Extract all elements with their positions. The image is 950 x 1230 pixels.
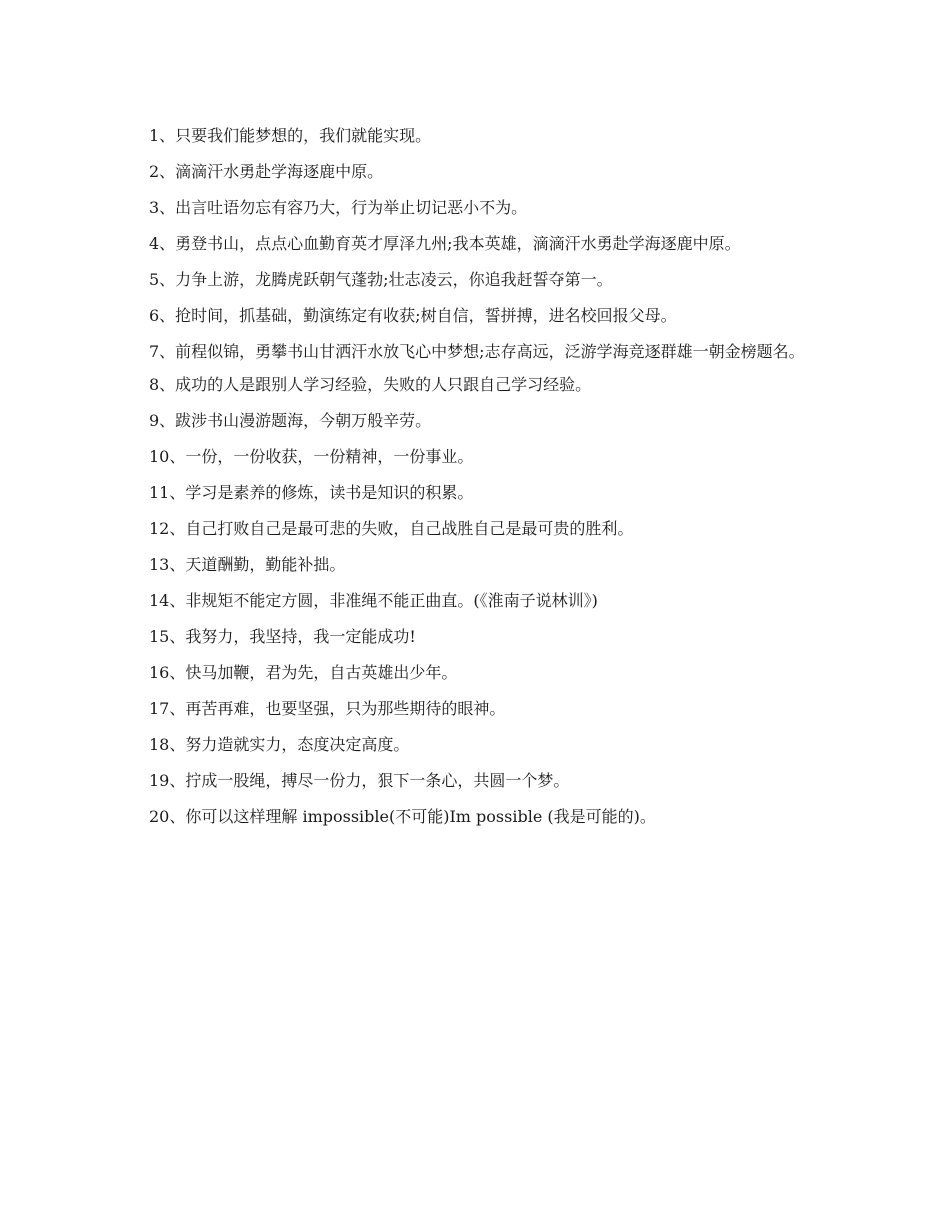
list-item: 1、只要我们能梦想的，我们就能实现。 <box>149 126 432 145</box>
list-item: 3、出言吐语勿忘有容乃大，行为举止切记恶小不为。 <box>149 198 528 217</box>
list-item: 5、力争上游，龙腾虎跃朝气蓬勃;壮志凌云，你追我赶誓夺第一。 <box>149 270 613 289</box>
document-body <box>113 126 837 843</box>
list-item: 18、努力造就实力，态度决定高度。 <box>149 735 410 754</box>
list-item: 14、非规矩不能定方圆，非准绳不能正曲直。(《淮南子说林训》) <box>149 591 598 610</box>
list-item: 9、跋涉书山漫游题海，今朝万般辛劳。 <box>149 411 432 430</box>
list-item: 20、你可以这样理解 impossible(不可能)Im possible (我是可能的)。 <box>149 807 656 826</box>
list-item: 4、勇登书山，点点心血勤育英才厚泽九州;我本英雄，滴滴汗水勇赴学海逐鹿中原。 <box>149 234 741 253</box>
list-item: 7、前程似锦，勇攀书山甘洒汗水放飞心中梦想;志存高远，泛游学海竞逐群雄一朝金榜题名。 <box>149 342 805 361</box>
list-item: 15、我努力，我坚持，我一定能成功! <box>149 627 416 646</box>
list-item: 12、自己打败自己是最可悲的失败，自己战胜自己是最可贵的胜利。 <box>149 519 634 538</box>
list-item: 17、再苦再难，也要坚强，只为那些期待的眼神。 <box>149 699 506 718</box>
list-item: 6、抢时间，抓基础，勤演练定有收获;树自信，誓拼搏，进名校回报父母。 <box>149 306 677 325</box>
list-item: 10、一份，一份收获，一份精神，一份事业。 <box>149 447 474 466</box>
list-item: 11、学习是素养的修炼，读书是知识的积累。 <box>149 483 474 502</box>
list-item: 2、滴滴汗水勇赴学海逐鹿中原。 <box>149 162 384 181</box>
list-item: 13、天道酬勤，勤能补拙。 <box>149 555 346 574</box>
list-item: 16、快马加鞭，君为先，自古英雄出少年。 <box>149 663 458 682</box>
list-item: 8、成功的人是跟别人学习经验，失败的人只跟自己学习经验。 <box>149 375 592 394</box>
list-item: 19、拧成一股绳，搏尽一份力，狠下一条心，共圆一个梦。 <box>149 771 570 790</box>
